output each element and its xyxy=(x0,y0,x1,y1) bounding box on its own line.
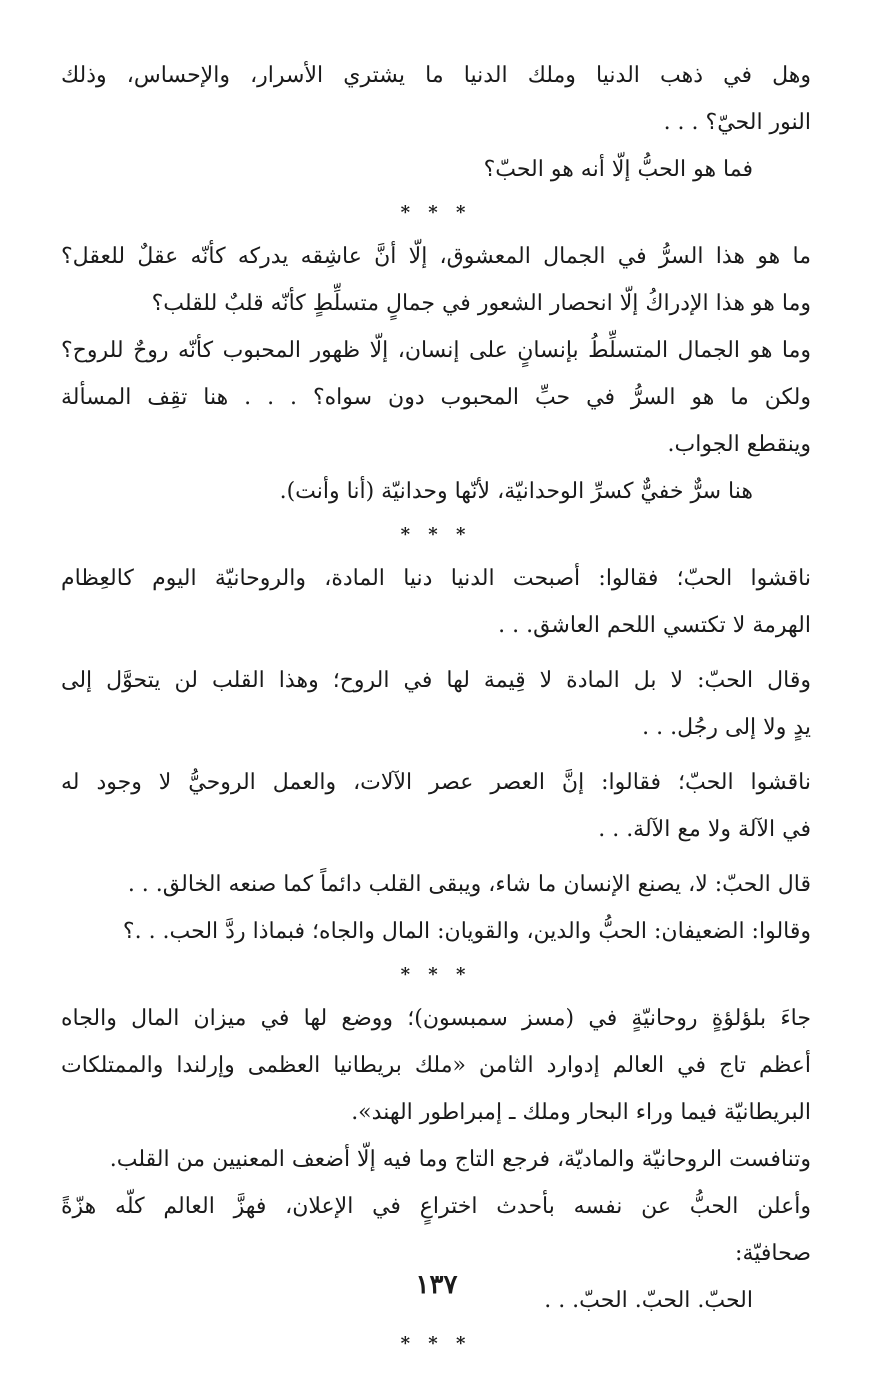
text-line: الحبّ. الحبّ. الحبّ. . . xyxy=(544,1288,753,1313)
text-line: أعظم تاج في العالم إدوارد الثامن «ملك بريطانيا العظمى وإرلندا والممتلكات xyxy=(61,1053,811,1078)
text-line: وهل في ذهب الدنيا وملك الدنيا ما يشتري الأسرار، والإحساس، وذلك xyxy=(61,63,811,88)
text-line: ناقشوا الحبّ؛ فقالوا: إنَّ العصر عصر الآلات، والعمل الروحيُّ لا وجود له xyxy=(61,770,811,795)
text-line: وأعلن الحبُّ عن نفسه بأحدث اختراعٍ في الإعلان، فهزَّ العالم كلّه هزّةً xyxy=(61,1194,811,1219)
section-separator: * * * xyxy=(400,524,472,545)
section-separator: * * * xyxy=(400,202,472,223)
text-line: ما هو هذا السرُّ في الجمال المعشوق، إلّا أنَّ عاشِقه يدركه كأنّه عقلٌ للعقل؟ xyxy=(61,244,811,269)
text-line: وقال الحبّ: لا بل المادة لا قِيمة لها في الروح؛ وهذا القلب لن يتحوَّل إلى xyxy=(61,668,811,693)
section-separator: * * * xyxy=(400,1333,472,1354)
book-page-text xyxy=(61,52,811,1364)
text-line: هنا سرٌّ خفيٌّ كسرِّ الوحدانيّة، لأنّها وحدانيّة (أنا وأنت). xyxy=(279,479,753,504)
text-line: وقالوا: الضعيفان: الحبُّ والدين، والقويان: المال والجاه؛ فبماذا ردَّ الحب. . .؟ xyxy=(122,919,811,944)
text-line: صحافيّة: xyxy=(735,1241,811,1266)
text-line: يدٍ ولا إلى رجُل. . . xyxy=(642,715,811,740)
text-line: ولكن ما هو السرُّ في حبِّ المحبوب دون سواه؟ . . . هنا تقِف المسألة xyxy=(61,385,811,410)
text-line: وينقطع الجواب. xyxy=(667,432,811,457)
text-line: جاءَ بلؤلؤةٍ روحانيّةٍ في (مسز سمبسون)؛ ووضع لها في ميزان المال والجاه xyxy=(61,1006,811,1031)
text-line: البريطانيّة فيما وراء البحار وملك ـ إمبراطور الهند». xyxy=(351,1100,811,1125)
text-line: ناقشوا الحبّ؛ فقالوا: أصبحت الدنيا دنيا المادة، والروحانيّة اليوم كالعِظام xyxy=(61,566,811,591)
text-line: في الآلة ولا مع الآلة. . . xyxy=(598,817,811,842)
text-line: النور الحيّ؟ . . . xyxy=(663,110,811,135)
section-separator: * * * xyxy=(400,964,472,985)
text-line: وما هو الجمال المتسلِّطُ بإنسانٍ على إنسان، إلّا ظهور المحبوب كأنّه روحٌ للروح؟ xyxy=(61,338,811,363)
text-line: قال الحبّ: لا، يصنع الإنسان ما شاء، ويبقى القلب دائماً كما صنعه الخالق. . . xyxy=(127,872,811,897)
text-line: فما هو الحبُّ إلّا أنه هو الحبّ؟ xyxy=(483,157,753,182)
text-line: وتنافست الروحانيّة والماديّة، فرجع التاج وما فيه إلّا أضعف المعنيين من القلب. xyxy=(109,1147,811,1172)
text-line: الهرمة لا تكتسي اللحم العاشق. . . xyxy=(498,613,811,638)
text-line: وما هو هذا الإدراكُ إلّا انحصار الشعور في جمالٍ متسلِّطٍ كأنّه قلبٌ للقلب؟ xyxy=(151,291,811,316)
page-number: ١٣٧ xyxy=(415,1270,458,1300)
